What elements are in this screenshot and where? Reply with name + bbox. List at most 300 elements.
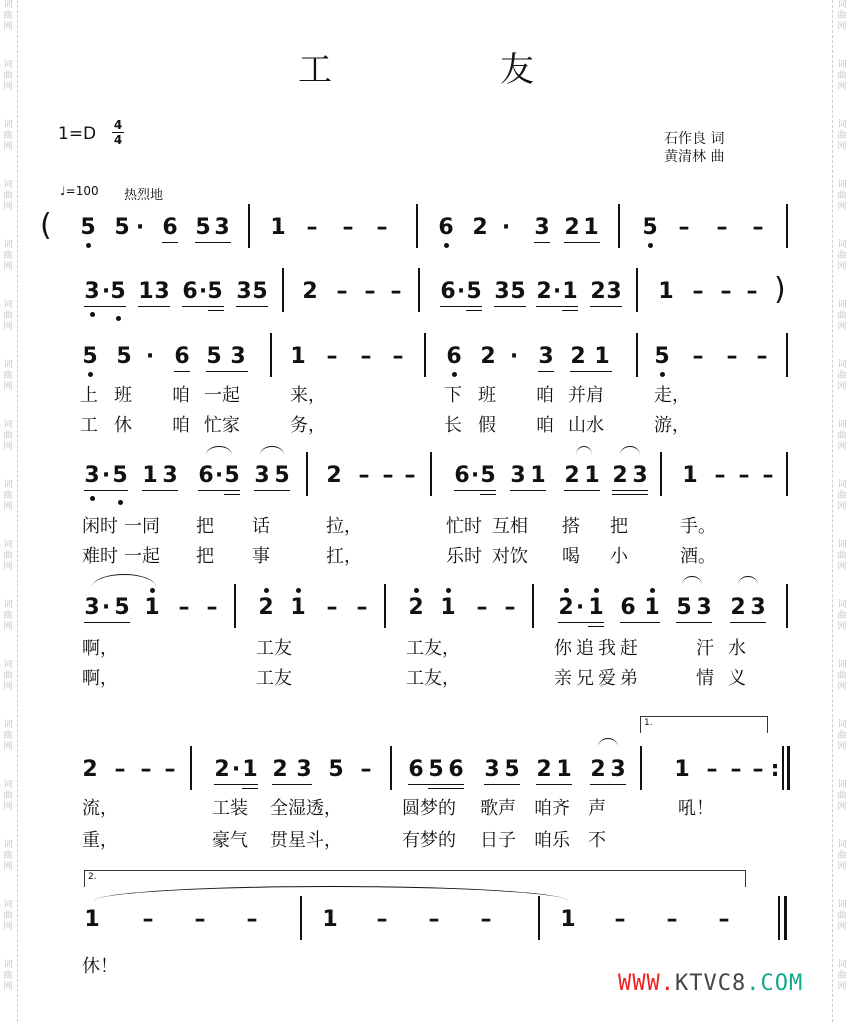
barline (430, 452, 432, 496)
octave-dot (444, 243, 449, 248)
watermark-char: 曲 (3, 491, 13, 501)
lyric: 吼！ (678, 798, 714, 819)
jianpu-note: – (720, 279, 732, 304)
jianpu-note: 6 (198, 463, 214, 488)
jianpu-note: 5 (206, 344, 222, 369)
watermark-char: 曲 (837, 911, 847, 921)
underline-beam (494, 306, 526, 307)
slur (206, 446, 232, 455)
octave-dot (116, 316, 121, 321)
jianpu-note: 6 (438, 215, 454, 240)
slur (682, 576, 702, 585)
lyric: 假 (478, 415, 496, 436)
lyric: 义 (728, 668, 746, 689)
jianpu-note: 5 (328, 757, 344, 782)
jianpu-note: 1 (530, 463, 546, 488)
watermark-char: 曲 (3, 251, 13, 261)
octave-dot (86, 243, 91, 248)
site-logo: WWW.KTVC8.COM (618, 971, 804, 996)
jianpu-note: 1 (583, 215, 599, 240)
watermark-char: 曲 (837, 851, 847, 861)
lyric: 把 (610, 516, 628, 537)
underline-beam (612, 490, 648, 491)
watermark-char: 网 (837, 82, 847, 92)
watermark-char: 网 (837, 22, 847, 32)
lyric: 一同 (124, 516, 160, 537)
watermark-char: 网 (3, 502, 13, 512)
watermark-char: 网 (3, 262, 13, 272)
barline (786, 333, 788, 377)
jianpu-note: – (360, 757, 372, 782)
jianpu-note: · (509, 344, 519, 369)
lyric: 圆梦的 (402, 798, 456, 819)
jianpu-note: 1 (674, 757, 690, 782)
watermark-char: 词 (3, 480, 13, 490)
watermark-char: 词 (3, 600, 13, 610)
jianpu-note: 2 (480, 344, 496, 369)
watermark-char: 词 (837, 720, 847, 730)
slur (92, 574, 156, 587)
watermark-char: 网 (3, 622, 13, 632)
jianpu-note: 6 (620, 595, 636, 620)
jianpu-note: – (390, 279, 402, 304)
lyric: 小 (610, 546, 628, 567)
jianpu-note: · (552, 279, 562, 304)
watermark-char: 网 (837, 922, 847, 932)
watermark-char: 词 (837, 60, 847, 70)
watermark-char: 词 (837, 360, 847, 370)
lyric: 贯星斗， (270, 830, 342, 851)
watermark-char: 曲 (837, 311, 847, 321)
jianpu-note: 5 (480, 463, 496, 488)
jianpu-note: 1 (562, 279, 578, 304)
watermark-left (1, 0, 15, 1022)
underline-beam (174, 371, 190, 372)
title-char-1: 工 (298, 50, 334, 90)
underline-beam (534, 242, 550, 243)
watermark-char: 词 (837, 600, 847, 610)
underline-beam (84, 622, 130, 623)
underline-beam (272, 784, 312, 785)
jianpu-note: 5 (466, 279, 482, 304)
lyric: 重， (82, 830, 118, 851)
lyric: 来， (290, 385, 326, 406)
lyric: 工 (80, 415, 98, 436)
jianpu-note: 2 (730, 595, 746, 620)
jianpu-note: 2 (408, 595, 424, 620)
jianpu-note: – (480, 907, 492, 932)
lyric: 忙时 (446, 516, 482, 537)
watermark-char: 词 (837, 780, 847, 790)
watermark-char: 曲 (837, 131, 847, 141)
jianpu-note: 2 (558, 595, 574, 620)
jianpu-note: 2 (82, 757, 98, 782)
jianpu-note: 2 (302, 279, 318, 304)
jianpu-note: 3 (296, 757, 312, 782)
jianpu-note: – (194, 907, 206, 932)
jianpu-note: 6 (174, 344, 190, 369)
jianpu-note: 3 (484, 757, 500, 782)
jianpu-note: – (716, 215, 728, 240)
barline (636, 268, 638, 312)
lyric: 上 (80, 385, 98, 406)
jianpu-note: · (456, 279, 466, 304)
jianpu-note: 1 (270, 215, 286, 240)
barline (190, 746, 192, 790)
underline-beam (138, 306, 170, 307)
lyric: 咱 (536, 415, 554, 436)
watermark-char: 网 (3, 922, 13, 932)
watermark-char: 曲 (837, 191, 847, 201)
jianpu-note: – (164, 757, 176, 782)
barline (786, 452, 788, 496)
jianpu-note: 6 (440, 279, 456, 304)
jianpu-note: 5 (428, 757, 444, 782)
jianpu-note: 3 (538, 344, 554, 369)
jianpu-note: 1 (142, 463, 158, 488)
barline (248, 204, 250, 248)
jianpu-note: · (575, 595, 585, 620)
barline (778, 896, 780, 940)
title-char-2: 友 (500, 50, 536, 90)
lyric: 咱乐 (534, 830, 570, 851)
jianpu-note: 5 (82, 344, 98, 369)
watermark-char: 曲 (3, 71, 13, 81)
lyric: 走， (654, 385, 690, 406)
watermark-char: 网 (837, 562, 847, 572)
underline-beam (480, 494, 496, 495)
watermark-char: 网 (837, 502, 847, 512)
underline-beam (564, 490, 600, 491)
jianpu-note: – (692, 279, 704, 304)
jianpu-note: · (231, 757, 241, 782)
watermark-char: 网 (837, 322, 847, 332)
watermark-char: 曲 (3, 971, 13, 981)
barline (416, 204, 418, 248)
jianpu-note: 1 (682, 463, 698, 488)
underline-beam (224, 494, 240, 495)
underline-beam (538, 371, 554, 372)
jianpu-note: 2 (612, 463, 628, 488)
watermark-char: 网 (3, 742, 13, 752)
slur (598, 738, 618, 747)
barline (618, 204, 620, 248)
jianpu-note: · (145, 344, 155, 369)
barline (418, 268, 420, 312)
tempo-mark: ♩=100 (60, 184, 99, 198)
jianpu-note: 1 (242, 757, 258, 782)
underline-beam (242, 788, 258, 789)
lyric: 亲兄爱弟 (554, 668, 642, 689)
jianpu-note: 3 (84, 463, 100, 488)
lyric: 情 (696, 668, 714, 689)
underline-beam (84, 306, 126, 307)
lyric: 务， (290, 415, 326, 436)
barline (782, 746, 784, 790)
jianpu-note: 3 (84, 279, 100, 304)
lyric: 事 (252, 546, 270, 567)
lyric: 咱 (172, 385, 190, 406)
lyric: 并肩 (568, 385, 604, 406)
jianpu-note: 2 (472, 215, 488, 240)
underline-beam (590, 784, 626, 785)
slur (576, 446, 592, 455)
watermark-char: 网 (837, 802, 847, 812)
jianpu-note: – (428, 907, 440, 932)
barline (300, 896, 302, 940)
watermark-char: 词 (837, 480, 847, 490)
jianpu-note: 5 (112, 463, 128, 488)
underline-beam (536, 306, 578, 307)
jianpu-note: – (756, 344, 768, 369)
lyric: 对饮 (492, 546, 528, 567)
underline-beam (195, 242, 231, 243)
lyric: 工装 (212, 798, 248, 819)
jianpu-note: – (692, 344, 704, 369)
underline-beam (676, 622, 712, 623)
jianpu-note: 6 (446, 344, 462, 369)
repeat-colon: : (770, 757, 780, 782)
watermark-char: 词 (837, 240, 847, 250)
jianpu-note: 3 (230, 344, 246, 369)
watermark-char: 词 (3, 720, 13, 730)
lyric: 难时 (82, 546, 118, 567)
jianpu-note: – (746, 279, 758, 304)
watermark-char: 网 (3, 562, 13, 572)
watermark-char: 曲 (837, 71, 847, 81)
watermark-char: 词 (3, 60, 13, 70)
watermark-char: 曲 (3, 851, 13, 861)
jianpu-note: 1 (84, 907, 100, 932)
lyric: 班 (478, 385, 496, 406)
watermark-char: 词 (837, 660, 847, 670)
lyric: 有梦的 (402, 830, 456, 851)
watermark-char: 词 (3, 180, 13, 190)
watermark-char: 词 (837, 960, 847, 970)
lyric: 声 (588, 798, 606, 819)
octave-dot (594, 588, 599, 593)
jianpu-note: 2 (536, 757, 552, 782)
slur (260, 446, 284, 455)
lyric: 咱齐 (534, 798, 570, 819)
underline-beam (588, 626, 604, 627)
jianpu-note: – (376, 215, 388, 240)
watermark-char: 网 (3, 862, 13, 872)
watermark-char: 词 (837, 900, 847, 910)
octave-dot (650, 588, 655, 593)
watermark-char: 网 (3, 682, 13, 692)
jianpu-note: 1 (556, 757, 572, 782)
underline-beam (428, 788, 464, 789)
jianpu-note: – (404, 463, 416, 488)
underline-beam (564, 242, 600, 243)
jianpu-note: 5 (114, 595, 130, 620)
octave-dot (88, 372, 93, 377)
barline (306, 452, 308, 496)
watermark-char: 曲 (3, 431, 13, 441)
slur (620, 446, 640, 455)
barline (786, 204, 788, 248)
jianpu-note: 2 (272, 757, 288, 782)
volta-2: 2. (84, 870, 746, 887)
watermark-char: 网 (3, 802, 13, 812)
watermark-char: 网 (837, 202, 847, 212)
watermark-char: 网 (837, 682, 847, 692)
jianpu-note: 3 (534, 215, 550, 240)
lyric: 游， (654, 415, 690, 436)
jianpu-note: 1 (658, 279, 674, 304)
barline (660, 452, 662, 496)
underline-beam (206, 371, 248, 372)
jianpu-note: · (101, 279, 111, 304)
watermark-char: 词 (3, 780, 13, 790)
underline-beam (590, 306, 622, 307)
jianpu-note: 5 (114, 215, 130, 240)
underline-beam (182, 306, 224, 307)
jianpu-note: 5 (110, 279, 126, 304)
jianpu-note: 2 (536, 279, 552, 304)
watermark-char: 词 (837, 180, 847, 190)
watermark-char: 网 (3, 22, 13, 32)
watermark-char: 网 (837, 622, 847, 632)
underline-beam (558, 622, 604, 623)
jianpu-note: – (326, 344, 338, 369)
repeat-paren-open: ( (40, 208, 52, 243)
jianpu-note: 1 (290, 344, 306, 369)
lyric: 扛， (326, 546, 362, 567)
jianpu-note: 1 (584, 463, 600, 488)
lyric: 闲时 (82, 516, 118, 537)
watermark-char: 词 (3, 900, 13, 910)
watermark-char: 网 (3, 322, 13, 332)
watermark-char: 曲 (3, 911, 13, 921)
lyric: 水 (728, 638, 746, 659)
jianpu-note: 3 (162, 463, 178, 488)
jianpu-note: · (198, 279, 208, 304)
jianpu-note: 3 (494, 279, 510, 304)
watermark-char: 曲 (3, 791, 13, 801)
lyric: 工友 (256, 638, 292, 659)
octave-dot (446, 588, 451, 593)
jianpu-note: 1 (144, 595, 160, 620)
jianpu-note: – (178, 595, 190, 620)
jianpu-note: 3 (510, 463, 526, 488)
watermark-char: 曲 (837, 371, 847, 381)
octave-dot (264, 588, 269, 593)
watermark-char: 词 (3, 960, 13, 970)
lyric: 不 (588, 830, 606, 851)
underline-beam (198, 490, 240, 491)
watermark-char: 网 (3, 142, 13, 152)
jianpu-note: 5 (642, 215, 658, 240)
jianpu-note: – (342, 215, 354, 240)
underline-beam (620, 622, 660, 623)
lyric: 咱 (172, 415, 190, 436)
lyric: 歌声 (480, 798, 516, 819)
lyric: 流， (82, 798, 118, 819)
key-signature: 1=D (58, 124, 97, 144)
lyric: 手。 (680, 516, 716, 537)
lyric: 喝 (562, 546, 580, 567)
jianpu-note: 5 (224, 463, 240, 488)
octave-dot (564, 588, 569, 593)
jianpu-note: 6 (182, 279, 198, 304)
watermark-char: 词 (3, 840, 13, 850)
watermark-char: 词 (3, 300, 13, 310)
watermark-char: 曲 (3, 371, 13, 381)
underline-beam (730, 622, 766, 623)
underline-beam (570, 371, 612, 372)
watermark-char: 网 (837, 982, 847, 992)
watermark-char: 网 (837, 142, 847, 152)
watermark-char: 曲 (837, 251, 847, 261)
watermark-divider (832, 0, 833, 1022)
jianpu-note: – (140, 757, 152, 782)
expression-mark: 热烈地 (124, 188, 164, 203)
slur (94, 886, 568, 901)
underline-beam (536, 784, 572, 785)
underline-beam (162, 242, 178, 243)
lyric: 啊， (82, 668, 118, 689)
watermark-char: 网 (837, 742, 847, 752)
watermark-char: 词 (837, 0, 847, 10)
lyric: 休！ (82, 956, 118, 977)
lyric: 拉， (326, 516, 362, 537)
watermark-char: 网 (3, 82, 13, 92)
watermark-char: 网 (3, 202, 13, 212)
watermark-char: 词 (3, 0, 13, 10)
jianpu-note: 1 (322, 907, 338, 932)
lyric: 全湿透， (270, 798, 342, 819)
repeat-paren-close: ) (774, 272, 786, 307)
jianpu-note: 5 (252, 279, 268, 304)
watermark-char: 曲 (837, 11, 847, 21)
barline (636, 333, 638, 377)
jianpu-note: 5 (510, 279, 526, 304)
jianpu-note: – (358, 463, 370, 488)
underline-beam (208, 310, 224, 311)
octave-dot (90, 496, 95, 501)
jianpu-note: 5 (80, 215, 96, 240)
lyric: 一起 (204, 385, 240, 406)
barline (640, 746, 642, 790)
watermark-right (835, 0, 849, 1022)
jianpu-note: 2 (326, 463, 342, 488)
jianpu-note: – (714, 463, 726, 488)
watermark-char: 网 (837, 382, 847, 392)
lyric: 工友 (256, 668, 292, 689)
watermark-char: 网 (837, 862, 847, 872)
jianpu-note: – (356, 595, 368, 620)
watermark-char: 曲 (837, 611, 847, 621)
underline-beam (562, 310, 578, 311)
jianpu-note: 2 (214, 757, 230, 782)
lyric: 休 (114, 415, 132, 436)
jianpu-note: – (306, 215, 318, 240)
jianpu-note: – (678, 215, 690, 240)
watermark-char: 曲 (837, 731, 847, 741)
watermark-char: 词 (3, 540, 13, 550)
watermark-char: 曲 (3, 131, 13, 141)
octave-dot (150, 588, 155, 593)
jianpu-note: – (392, 344, 404, 369)
barline (784, 896, 787, 940)
jianpu-note: – (614, 907, 626, 932)
watermark-char: 词 (3, 120, 13, 130)
jianpu-note: – (246, 907, 258, 932)
watermark-char: 曲 (3, 11, 13, 21)
jianpu-note: 5 (676, 595, 692, 620)
